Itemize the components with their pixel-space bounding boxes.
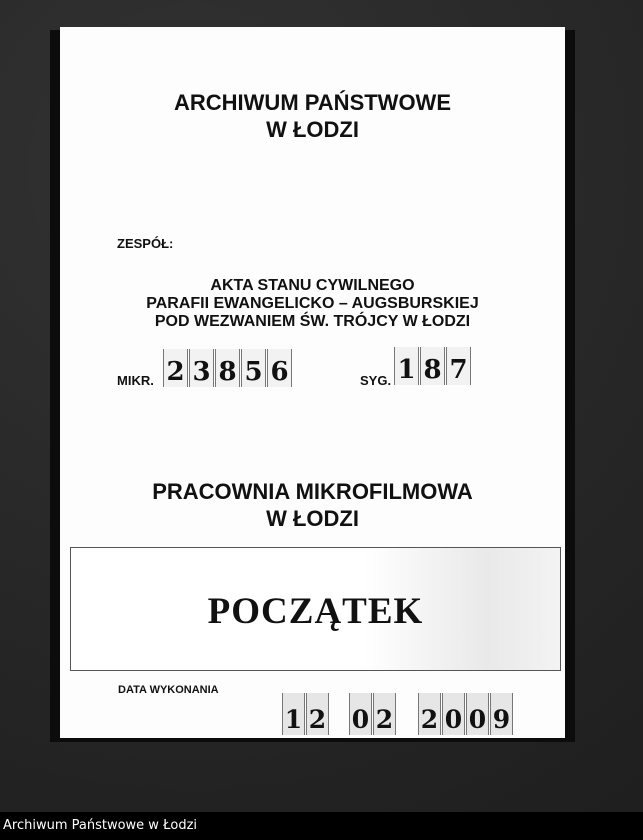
date-digit: 0 xyxy=(466,693,489,735)
syg-digit: 1 xyxy=(394,347,419,385)
date-digit: 0 xyxy=(349,693,372,735)
workshop-city: W ŁODZI xyxy=(266,506,359,531)
marker-text: POCZĄTEK xyxy=(207,591,424,632)
archive-name: ARCHIWUM PAŃSTWOWE xyxy=(174,90,451,115)
zespol-label: ZESPÓŁ: xyxy=(117,236,174,251)
mikr-number xyxy=(163,349,293,387)
mikr-digit: 6 xyxy=(267,349,292,387)
date-year xyxy=(418,693,514,735)
date-digit: 0 xyxy=(442,693,465,735)
fond-title xyxy=(60,277,565,331)
date-digit: 2 xyxy=(373,693,396,735)
fond-line-3: POD WEZWANIEM ŚW. TRÓJCY W ŁODZI xyxy=(154,313,471,330)
date-digit: 2 xyxy=(306,693,329,735)
syg-digit: 8 xyxy=(420,347,445,385)
mikr-label: MIKR. xyxy=(117,373,154,388)
syg-digit: 7 xyxy=(446,347,471,385)
syg-label: SYG. xyxy=(360,373,392,388)
mikr-digit: 5 xyxy=(241,349,266,387)
archive-city: W ŁODZI xyxy=(266,117,359,142)
syg-number xyxy=(394,347,472,385)
mikr-digit: 3 xyxy=(189,349,214,387)
marker-box xyxy=(70,547,561,671)
archive-header xyxy=(60,89,565,143)
date-digit: 1 xyxy=(282,693,305,735)
fond-line-1: AKTA STANU CYWILNEGO xyxy=(210,277,415,294)
date-label: DATA WYKONANIA xyxy=(118,684,219,696)
caption-text: Archiwum Państwowe w Łodzi xyxy=(3,818,198,833)
mikr-digit: 2 xyxy=(163,349,188,387)
date-month xyxy=(349,693,397,735)
date-digit: 9 xyxy=(490,693,513,735)
date-digit: 2 xyxy=(418,693,441,735)
date-day xyxy=(282,693,330,735)
microfilm-title-card xyxy=(60,27,565,738)
mikr-digit: 8 xyxy=(215,349,240,387)
fond-line-2: PARAFII EWANGELICKO – AUGSBURSKIEJ xyxy=(146,295,479,312)
caption-bar xyxy=(0,812,643,840)
workshop-header xyxy=(60,478,565,532)
workshop-name: PRACOWNIA MIKROFILMOWA xyxy=(152,479,473,504)
